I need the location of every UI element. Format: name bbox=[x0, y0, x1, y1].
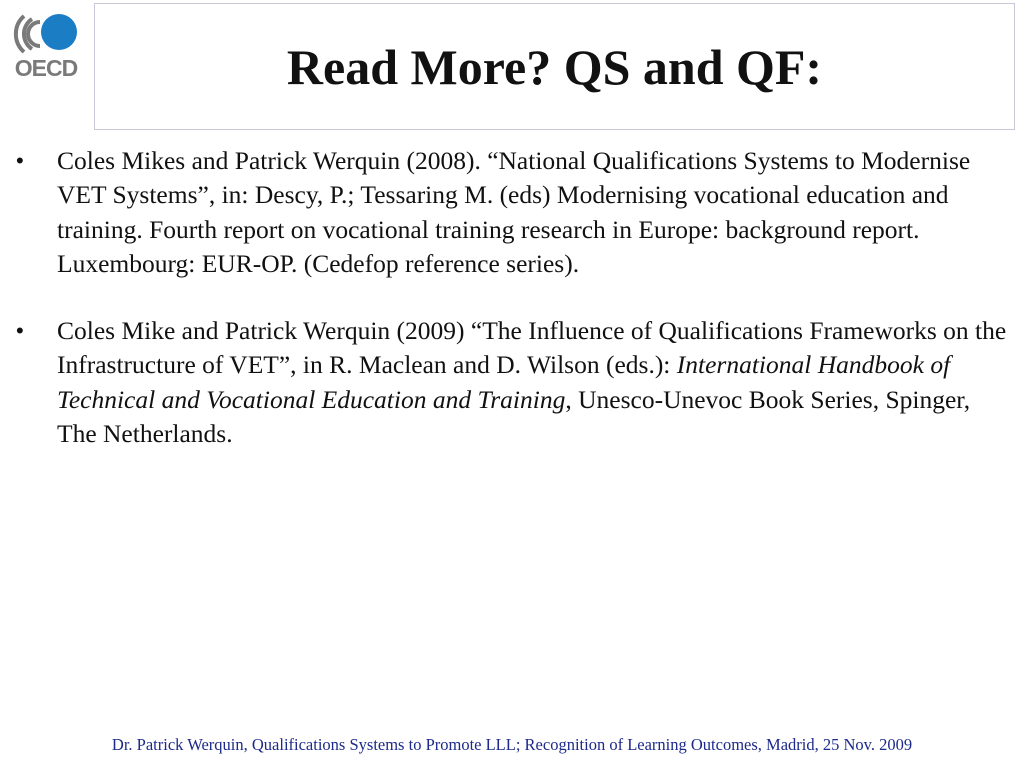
title-box bbox=[94, 3, 1015, 130]
footer-citation: Dr. Patrick Werquin, Qualifications Systems to Promote LLL; Recognition of Learning Outcomes, Madrid, 25 Nov. 2009 bbox=[111, 735, 913, 754]
bullet: • bbox=[16, 148, 24, 173]
reference-text-after: , Unesco-Unevoc Book Series, Spinger, The Netherlands. bbox=[57, 384, 971, 449]
oecd-logo bbox=[10, 10, 82, 82]
oecd-logo-icon bbox=[10, 10, 82, 56]
reference-text: Coles Mikes and Patrick Werquin (2008). “National Qualifications Systems to Modernise VET Systems”, in: Descy, P.; Tessaring M. (eds) Modernising vocational education and training. Fourth report on vocational training research in Europe: background report. Luxembourg: EUR-OP. (Cedefop reference series). bbox=[57, 146, 971, 278]
reference-item bbox=[16, 144, 1011, 281]
reference-item bbox=[16, 314, 1011, 451]
reference-book-title: International Handbook of Technical and Vocational Education and Training bbox=[57, 350, 951, 414]
reference-list bbox=[16, 144, 1011, 484]
reference-text-before: Coles Mike and Patrick Werquin (2009) “The Influence of Qualifications Frameworks on the Infrastructure of VET”, in R. Maclean and D. Wilson (eds.): bbox=[57, 316, 1007, 380]
logo-text: OECD bbox=[14, 55, 78, 81]
bullet: • bbox=[16, 318, 24, 344]
slide-title: Read More? QS and QF: bbox=[286, 38, 823, 95]
